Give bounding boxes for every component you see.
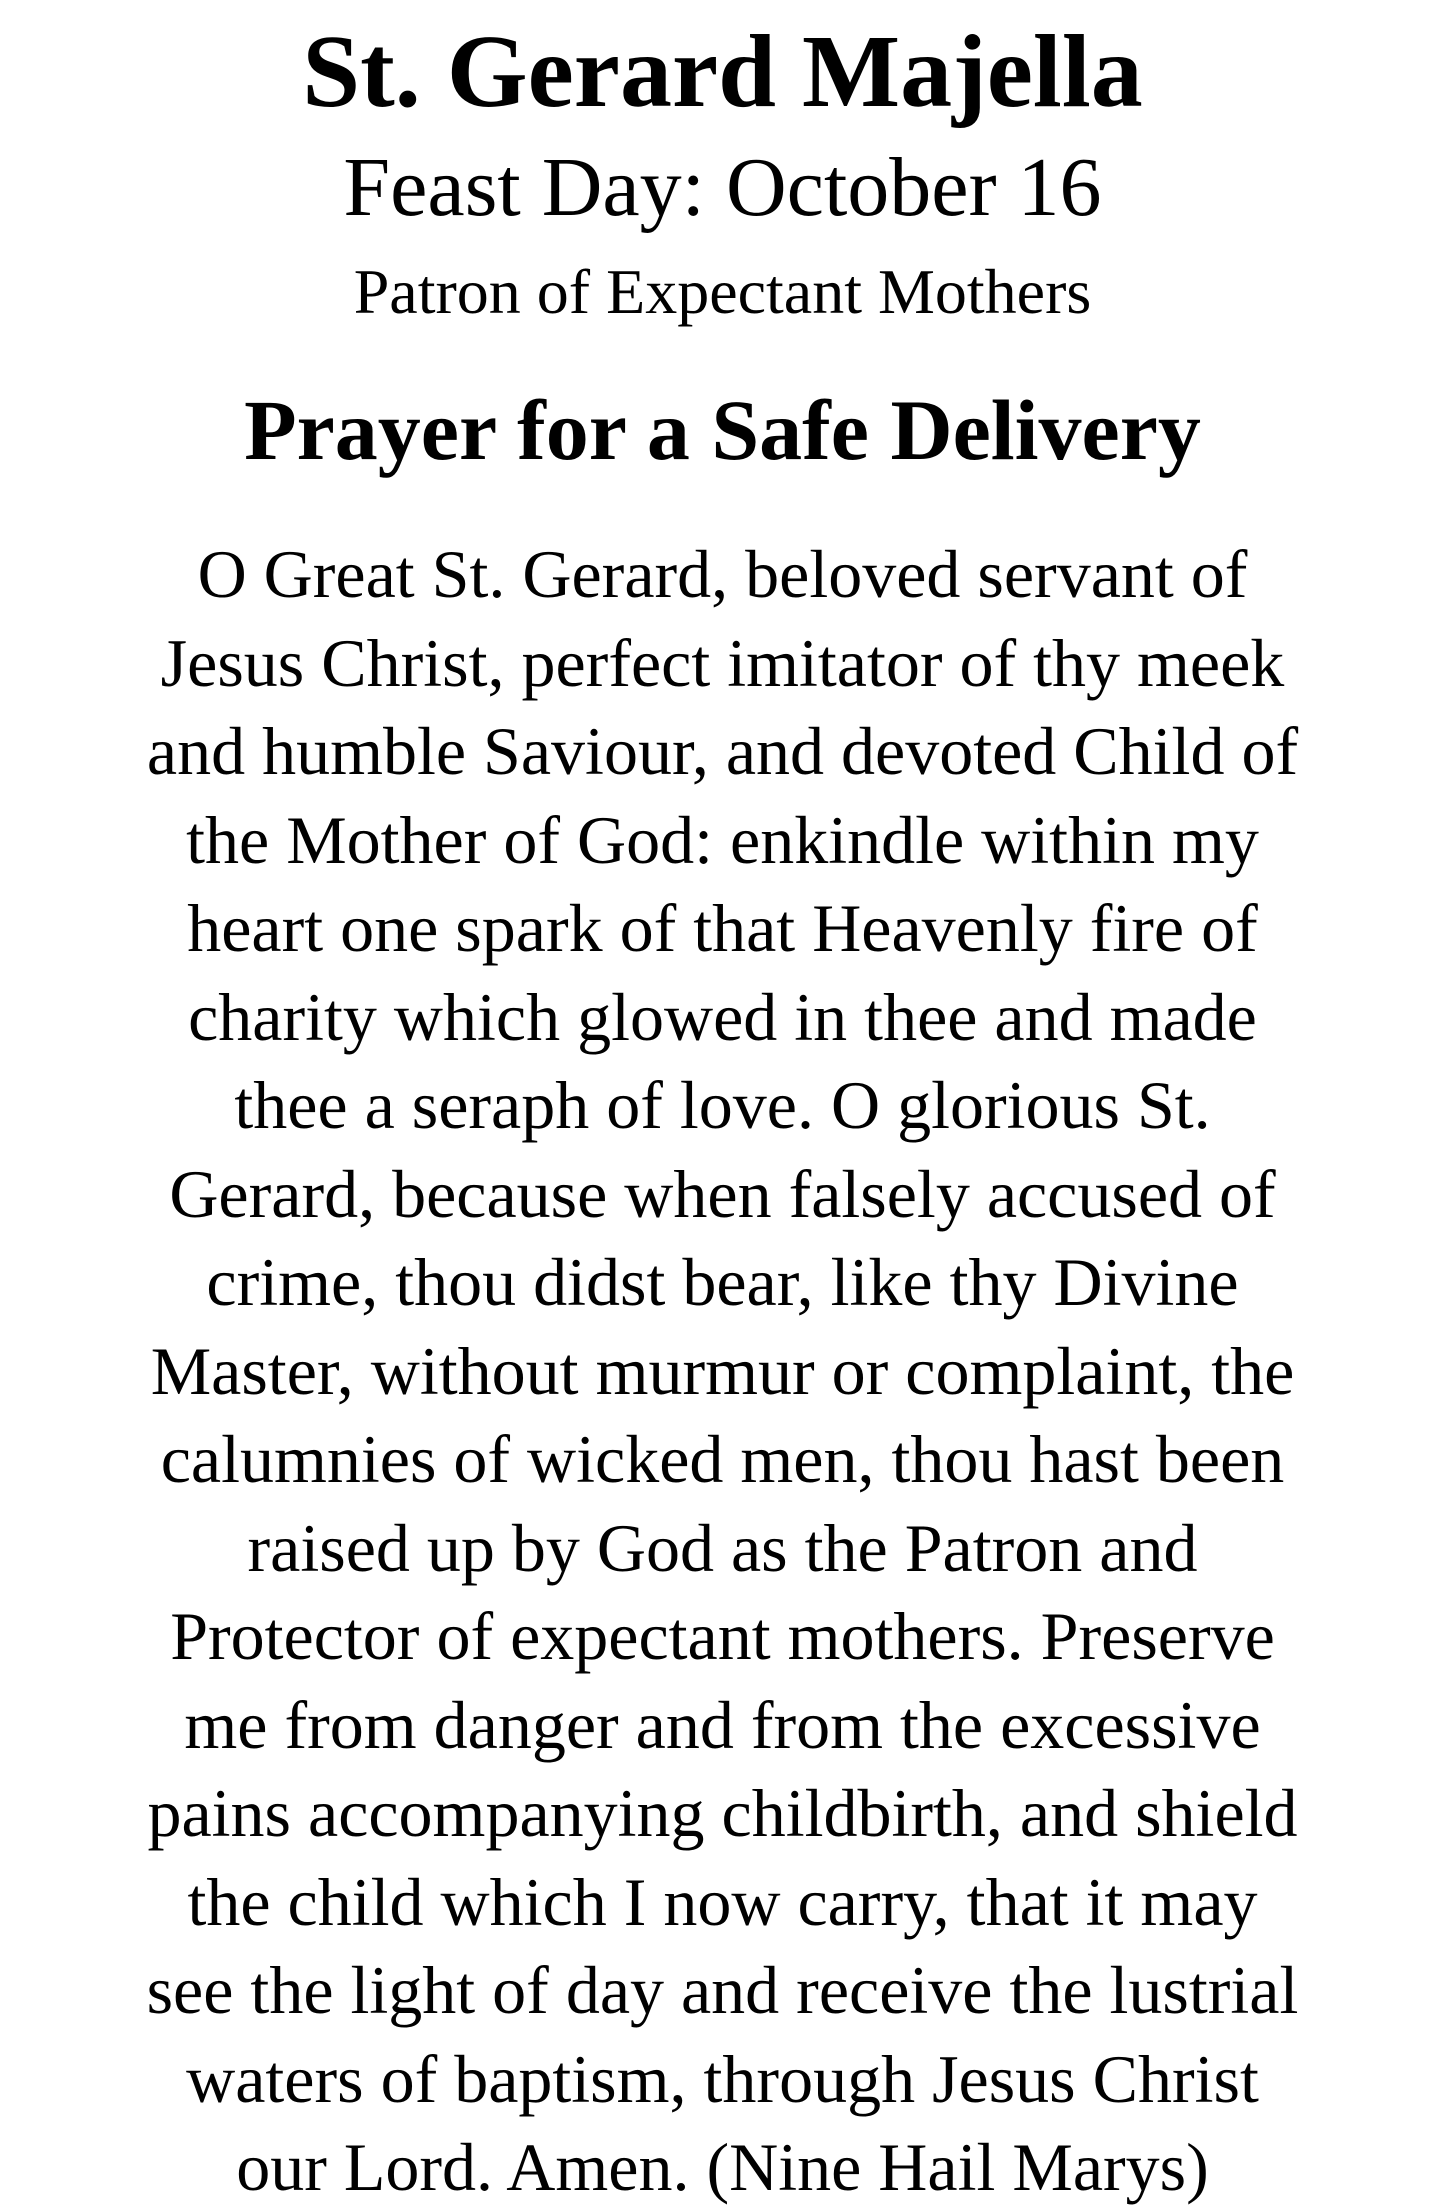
prayer-line: thee a seraph of love. O glorious St.: [234, 1067, 1211, 1143]
prayer-line: the Mother of God: enkindle within my: [186, 801, 1259, 878]
prayer-line: Protector of expectant mothers. Preserve: [170, 1598, 1275, 1674]
prayer-line: Master, without murmur or complaint, the: [150, 1332, 1295, 1409]
prayer-line: and humble Saviour, and devoted Child of: [146, 713, 1299, 789]
patronage: Patron of Expectant Mothers: [353, 256, 1092, 327]
prayer-line: raised up by God as the Patron and: [247, 1509, 1198, 1586]
prayer-line: Gerard, because when falsely accused of: [169, 1155, 1276, 1232]
prayer-line: pains accompanying childbirth, and shield: [147, 1775, 1298, 1851]
prayer-line: the child which I now carry, that it may: [187, 1863, 1258, 1940]
prayer-line: see the light of day and receive the lustrial: [146, 1952, 1299, 2028]
prayer-line: charity which glowed in thee and made: [188, 978, 1257, 1055]
prayer-line: waters of baptism, through Jesus Christ: [186, 2040, 1259, 2117]
prayer-line: O Great St. Gerard, beloved servant of: [197, 536, 1248, 612]
prayer-title: Prayer for a Safe Delivery: [244, 382, 1201, 478]
saint-name-title: St. Gerard Majella: [302, 14, 1143, 129]
prayer-line: me from danger and from the excessive: [184, 1686, 1261, 1763]
prayer-body: [0, 530, 1445, 2212]
prayer-line: our Lord. Amen. (Nine Hail Marys): [236, 2129, 1209, 2205]
feast-day: Feast Day: October 16: [343, 141, 1102, 234]
prayer-line: calumnies of wicked men, thou hast been: [160, 1421, 1285, 1497]
prayer-line: crime, thou didst bear, like thy Divine: [206, 1244, 1239, 1320]
prayer-line: Jesus Christ, perfect imitator of thy meek: [160, 624, 1285, 701]
prayer-line: heart one spark of that Heavenly fire of: [187, 890, 1258, 966]
